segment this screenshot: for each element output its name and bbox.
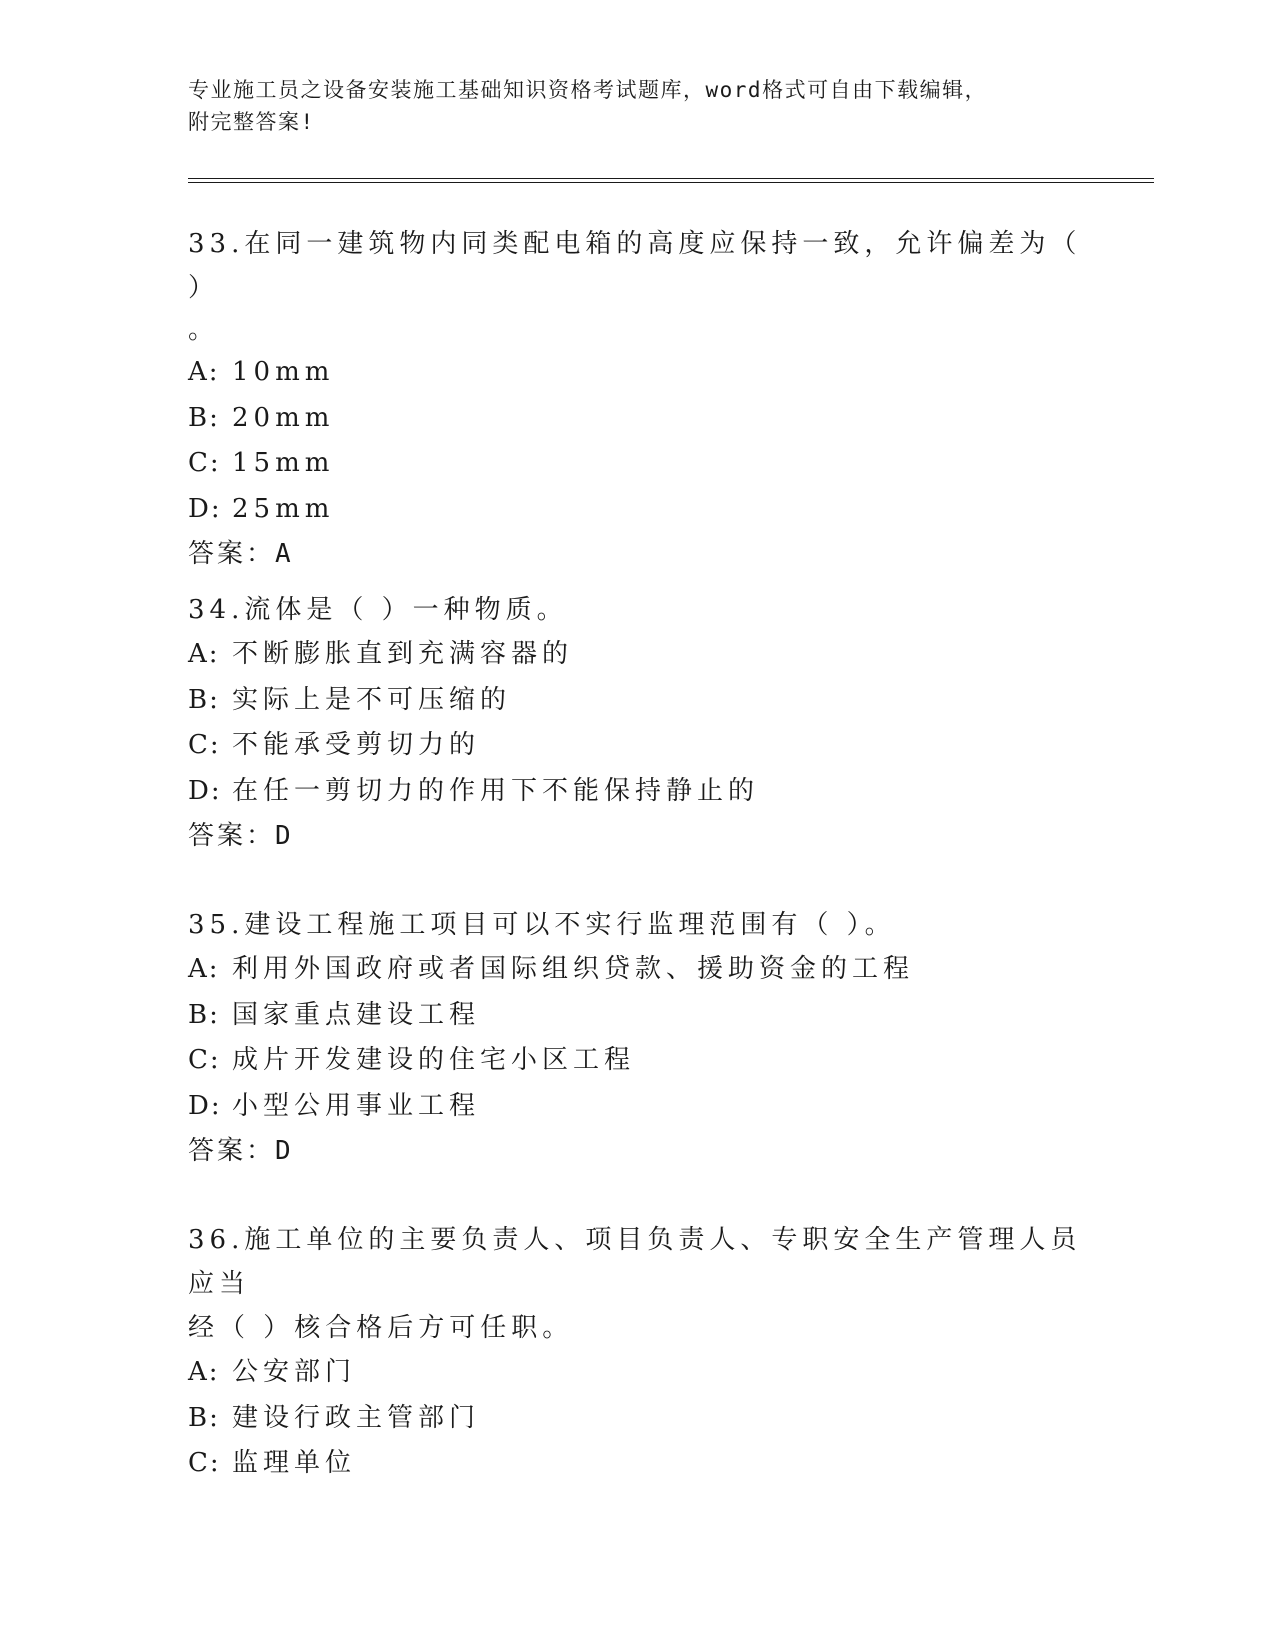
option-b: [188, 1396, 1088, 1442]
option-text: 国家重点建设工程: [232, 999, 481, 1030]
option-text: 20mm: [232, 402, 335, 433]
option-text: 不断膨胀直到充满容器的: [232, 639, 574, 669]
option-letter: C:: [188, 1045, 221, 1075]
option-letter: B:: [188, 1402, 220, 1433]
option-letter: B:: [188, 684, 220, 715]
option-text: 建设行政主管部门: [232, 1402, 481, 1433]
option-text: 不能承受剪切力的: [232, 730, 481, 760]
option-letter: D:: [188, 775, 222, 806]
header-line-2: 附完整答案!: [188, 110, 315, 134]
document-header: [188, 74, 1088, 138]
question-stem: 36.施工单位的主要负责人、项目负责人、专职安全生产管理人员应当: [188, 1225, 1082, 1299]
option-text: 10mm: [232, 357, 335, 387]
option-text: 实际上是不可压缩的: [232, 684, 512, 715]
option-letter: A:: [188, 954, 220, 984]
option-letter: C:: [188, 1448, 221, 1478]
question-35: [188, 903, 1088, 1175]
option-b: [188, 678, 1088, 724]
header-double-rule: [188, 178, 1154, 183]
option-letter: A:: [188, 639, 220, 669]
question-stem: 35.建设工程施工项目可以不实行监理范围有（ ）。: [188, 910, 896, 940]
option-letter: D:: [188, 493, 222, 524]
option-text: 15mm: [232, 448, 335, 478]
option-letter: B:: [188, 402, 220, 433]
option-b: [188, 396, 1088, 442]
answer-line: 答案：A: [188, 539, 294, 569]
answer-line: 答案：D: [188, 1136, 294, 1166]
option-text: 25mm: [232, 493, 335, 524]
option-letter: D:: [188, 1090, 222, 1121]
option-d: [188, 769, 1088, 815]
option-text: 监理单位: [232, 1448, 357, 1478]
option-c: [188, 1038, 1088, 1084]
question-34: [188, 588, 1088, 860]
option-d: [188, 1084, 1088, 1130]
question-stem: 34.流体是（ ）一种物质。: [188, 595, 568, 625]
option-b: [188, 993, 1088, 1039]
option-letter: B:: [188, 999, 220, 1030]
header-line-1: 专业施工员之设备安装施工基础知识资格考试题库，word格式可自由下载编辑，: [188, 78, 988, 102]
option-a: [188, 632, 1088, 678]
question-stem: 33.在同一建筑物内同类配电箱的高度应保持一致，允许偏差为（ ）: [188, 229, 1082, 303]
question-36: [188, 1218, 1088, 1487]
option-letter: A:: [188, 357, 220, 387]
option-a: [188, 947, 1088, 993]
question-33: [188, 222, 1088, 578]
option-letter: C:: [188, 730, 221, 760]
option-c: [188, 1441, 1088, 1487]
answer-line: 答案：D: [188, 821, 294, 851]
option-letter: A:: [188, 1357, 220, 1387]
option-c: [188, 441, 1088, 487]
option-a: [188, 350, 1088, 396]
option-d: [188, 487, 1088, 533]
option-text: 成片开发建设的住宅小区工程: [232, 1045, 636, 1075]
option-text: 利用外国政府或者国际组织贷款、援助资金的工程: [232, 954, 915, 984]
question-stem-continued: 。: [188, 315, 220, 345]
option-text: 公安部门: [232, 1357, 357, 1387]
option-letter: C:: [188, 448, 221, 478]
option-a: [188, 1350, 1088, 1396]
option-text: 在任一剪切力的作用下不能保持静止的: [232, 775, 760, 806]
option-c: [188, 723, 1088, 769]
question-stem-continued: 经（ ）核合格后方可任职。: [188, 1313, 574, 1343]
option-text: 小型公用事业工程: [232, 1090, 481, 1121]
